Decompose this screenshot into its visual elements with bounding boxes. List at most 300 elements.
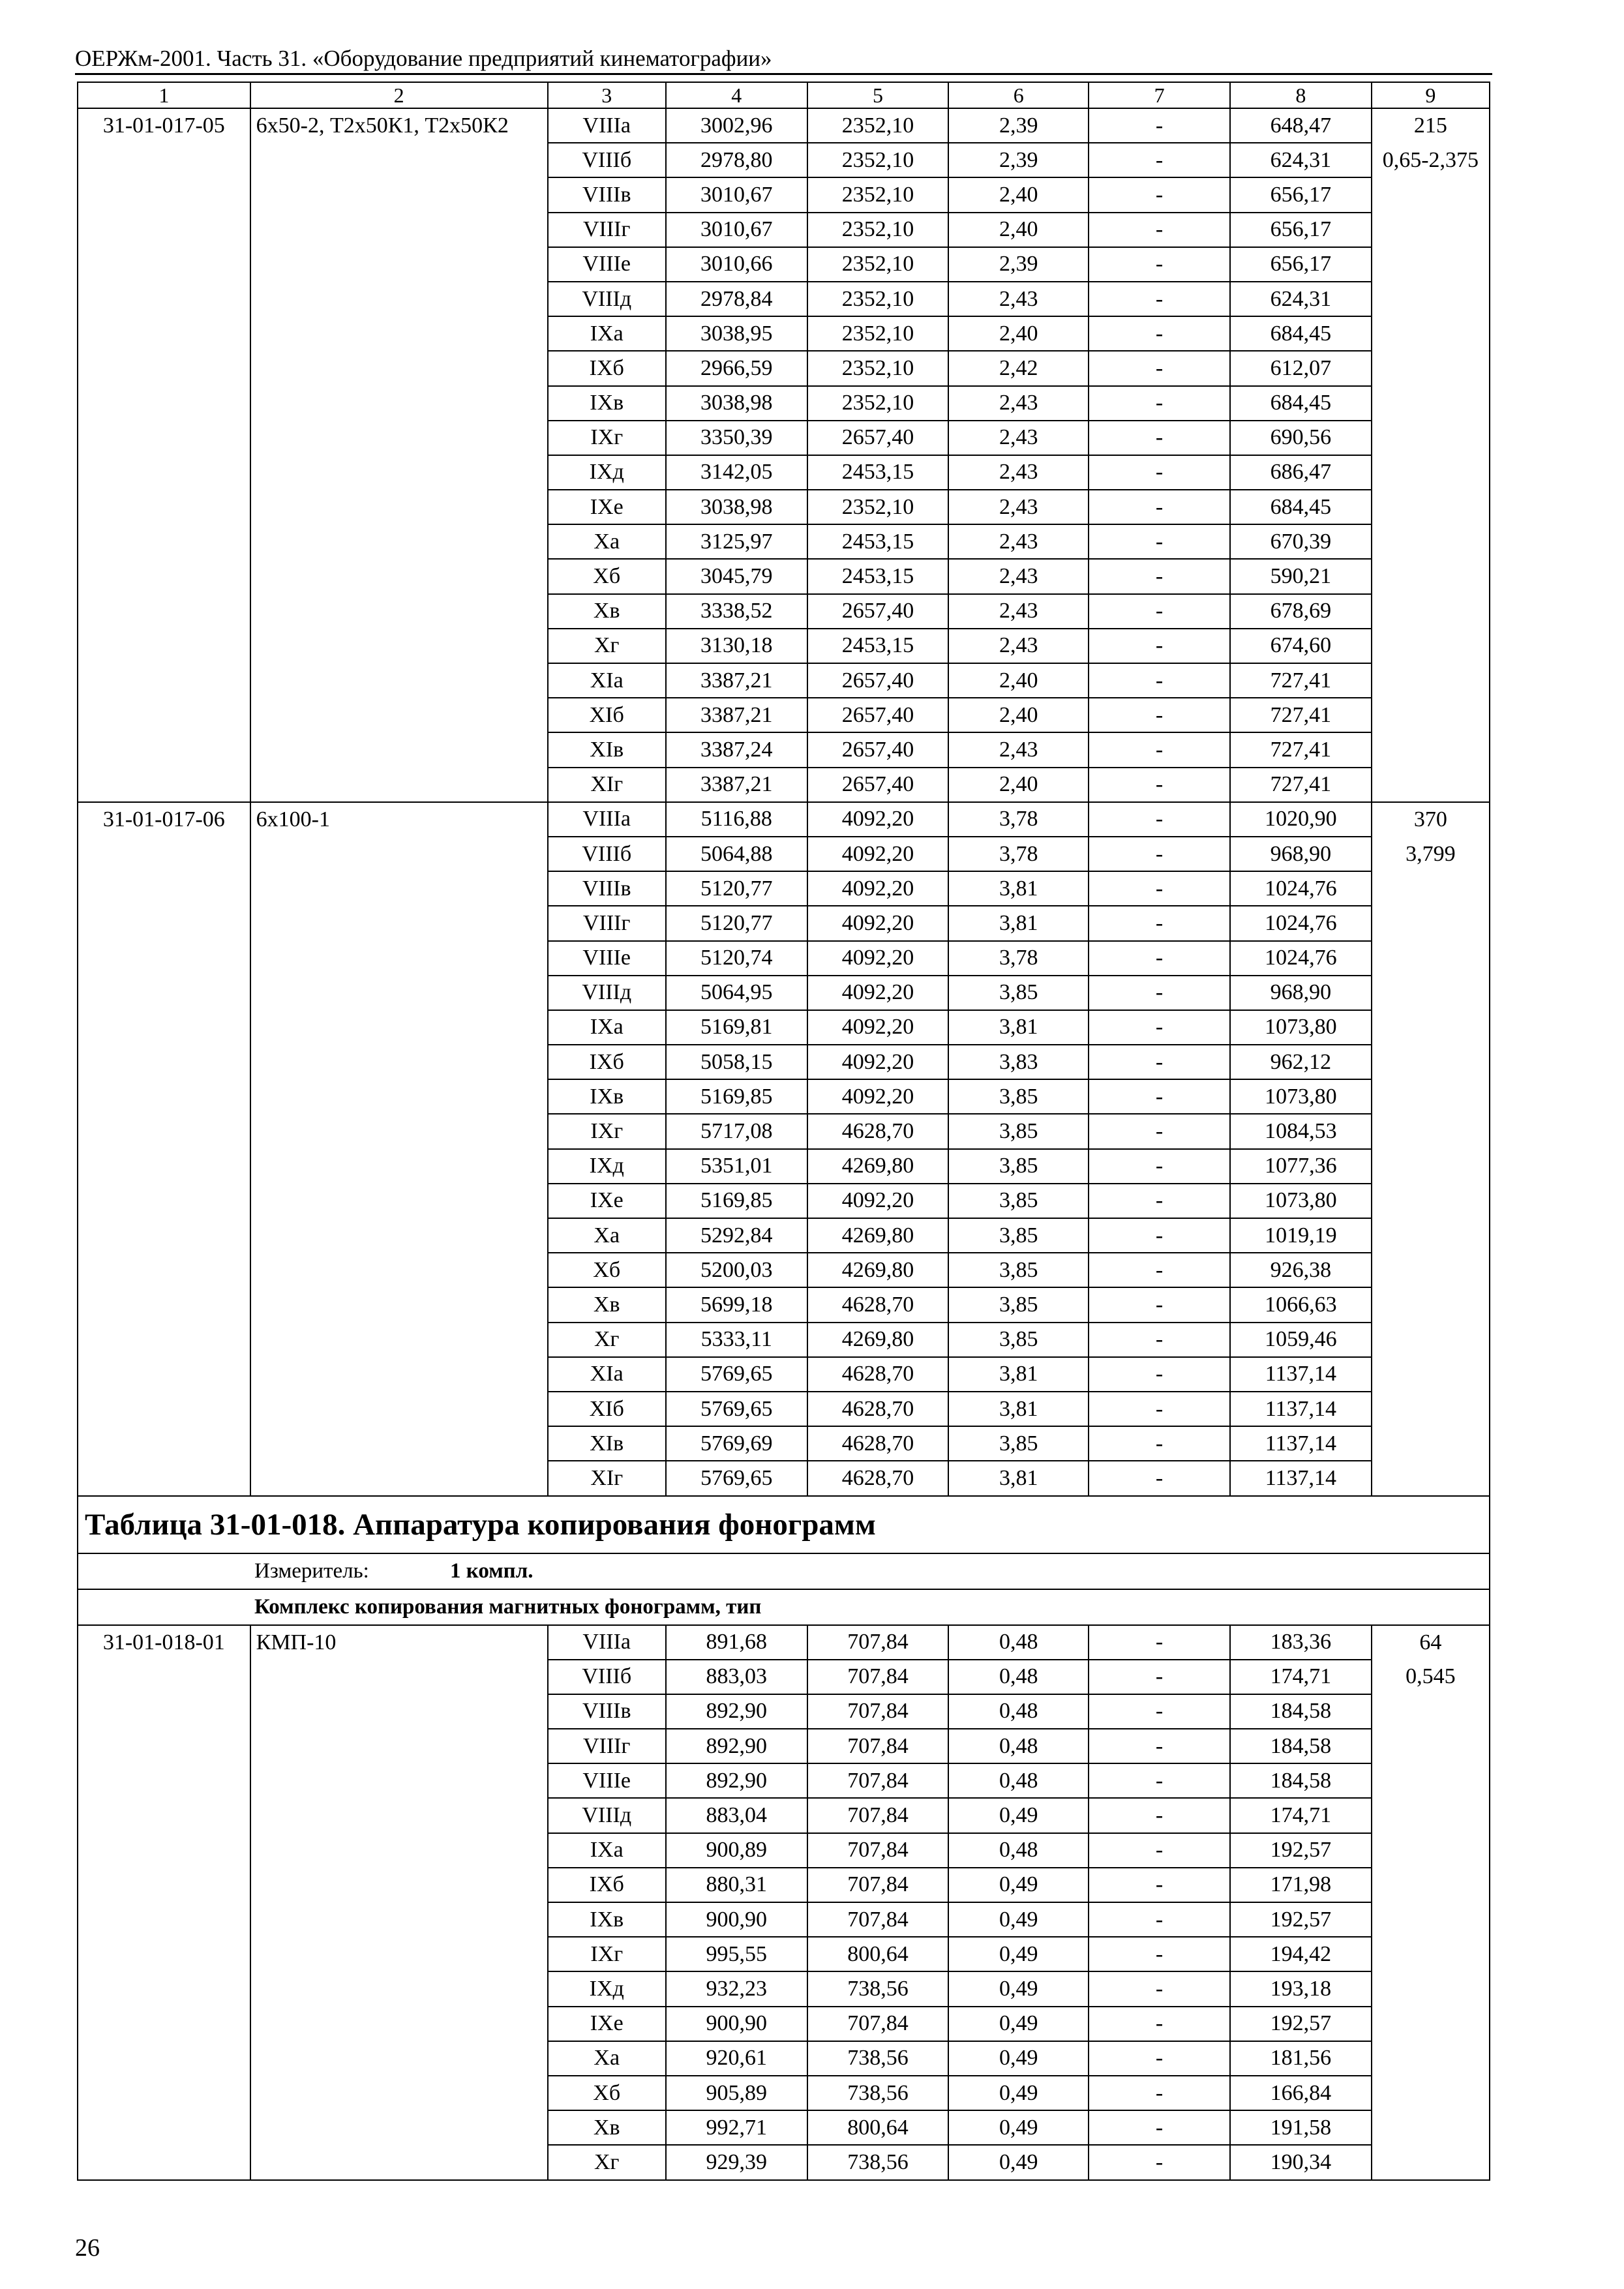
value-cell: 0,49 [948,2007,1089,2041]
table-row [78,1079,1490,1114]
value-cell: - [1089,2145,1230,2179]
subheader-cell [78,1589,1490,1625]
name-cell: 6х50-2, Т2х50К1, Т2х50К2 [250,108,548,143]
col9-cell [1372,2007,1490,2041]
value-cell: 4628,70 [807,1461,949,1495]
value-cell: 905,89 [666,2076,807,2110]
name-cell: 6х100-1 [250,802,548,837]
value-cell: VIIIв [548,871,666,906]
value-cell: 0,48 [948,1660,1089,1694]
value-cell: 3387,24 [666,732,807,767]
table-row [78,1798,1490,1833]
col9-cell [1372,2041,1490,2076]
code-cell [78,1010,250,1045]
value-cell: - [1089,2041,1230,2076]
table-row [78,421,1490,455]
value-cell: 4628,70 [807,1357,949,1392]
col9-cell [1372,1763,1490,1798]
col9-cell [1372,663,1490,698]
table-row [78,1010,1490,1045]
value-cell: 3,81 [948,1392,1089,1426]
value-cell: 727,41 [1230,698,1372,732]
value-cell: 624,31 [1230,143,1372,177]
value-cell: 5769,65 [666,1392,807,1426]
value-cell: - [1089,594,1230,629]
value-cell: 3338,52 [666,594,807,629]
value-cell: - [1089,1079,1230,1114]
col9-cell [1372,1694,1490,1729]
name-cell [250,663,548,698]
value-cell: 3002,96 [666,108,807,143]
name-cell [250,1392,548,1426]
value-cell: 1073,80 [1230,1079,1372,1114]
value-cell: - [1089,698,1230,732]
value-cell: 707,84 [807,2007,949,2041]
value-cell: - [1089,837,1230,871]
value-cell: Xв [548,2110,666,2145]
value-cell: Xб [548,2076,666,2110]
value-cell: 1137,14 [1230,1461,1372,1495]
value-cell: 656,17 [1230,213,1372,247]
value-cell: 3387,21 [666,698,807,732]
value-cell: VIIIг [548,906,666,940]
value-cell: IXб [548,1045,666,1079]
col9-cell [1372,351,1490,385]
name-cell [250,490,548,524]
code-cell [78,1323,250,1357]
column-number: 8 [1230,82,1372,108]
name-cell [250,1253,548,1287]
value-cell: 624,31 [1230,282,1372,316]
code-cell [78,1287,250,1322]
value-cell: 0,48 [948,1763,1089,1798]
value-cell: 707,84 [807,1660,949,1694]
value-cell: 3,85 [948,1114,1089,1148]
value-cell: 3,81 [948,1357,1089,1392]
value-cell: 707,84 [807,1625,949,1660]
table-row [78,2110,1490,2145]
col9-cell [1372,213,1490,247]
value-cell: - [1089,1833,1230,1868]
code-cell [78,837,250,871]
col9-cell [1372,1971,1490,2006]
code-cell: 31-01-017-05 [78,108,250,143]
name-cell [250,351,548,385]
value-cell: - [1089,247,1230,282]
value-cell: IXа [548,1010,666,1045]
col9-cell [1372,976,1490,1010]
name-cell [250,837,548,871]
value-cell: 656,17 [1230,247,1372,282]
value-cell: 0,49 [948,2145,1089,2179]
col9-cell [1372,871,1490,906]
value-cell: IXг [548,421,666,455]
value-cell: IXд [548,455,666,490]
value-cell: 883,04 [666,1798,807,1833]
code-cell [78,1868,250,1902]
col9-cell: 3,799 [1372,837,1490,871]
value-cell: 995,55 [666,1937,807,1971]
value-cell: Xа [548,2041,666,2076]
name-cell [250,282,548,316]
table-row [78,1357,1490,1392]
col9-cell: 0,65-2,375 [1372,143,1490,177]
value-cell: 2966,59 [666,351,807,385]
value-cell: VIIIг [548,213,666,247]
value-cell: 5769,65 [666,1357,807,1392]
table-row [78,1253,1490,1287]
value-cell: 674,60 [1230,629,1372,663]
name-cell [250,1010,548,1045]
value-cell: 3,78 [948,837,1089,871]
value-cell: VIIIе [548,1763,666,1798]
value-cell: 690,56 [1230,421,1372,455]
table-row [78,941,1490,976]
value-cell: 4092,20 [807,837,949,871]
value-cell: 2,43 [948,559,1089,593]
column-number: 4 [666,82,807,108]
col9-cell: 0,545 [1372,1660,1490,1694]
col9-cell [1372,906,1490,940]
value-cell: 800,64 [807,1937,949,1971]
table-row [78,1461,1490,1495]
value-cell: 2352,10 [807,351,949,385]
value-cell: 5200,03 [666,1253,807,1287]
value-cell: - [1089,386,1230,421]
value-cell: 3,81 [948,871,1089,906]
col9-cell [1372,559,1490,593]
value-cell: - [1089,1937,1230,1971]
measure-value: 1 компл. [450,1559,534,1583]
value-cell: - [1089,421,1230,455]
column-number: 3 [548,82,666,108]
value-cell: 968,90 [1230,976,1372,1010]
value-cell: - [1089,282,1230,316]
value-cell: 891,68 [666,1625,807,1660]
value-cell: 5120,77 [666,871,807,906]
value-cell: IXб [548,351,666,385]
value-cell: 0,49 [948,1937,1089,1971]
col9-cell [1372,698,1490,732]
value-cell: 5120,77 [666,906,807,940]
value-cell: 0,49 [948,1798,1089,1833]
value-cell: Xб [548,559,666,593]
value-cell: - [1089,213,1230,247]
value-cell: - [1089,108,1230,143]
value-cell: 2,43 [948,490,1089,524]
col9-cell [1372,1902,1490,1937]
value-cell: - [1089,1763,1230,1798]
name-cell [250,455,548,490]
name-cell [250,1357,548,1392]
code-cell [78,1114,250,1148]
table-row [78,871,1490,906]
measure-row [78,1553,1490,1589]
value-cell: - [1089,871,1230,906]
name-cell [250,386,548,421]
value-cell: 1059,46 [1230,1323,1372,1357]
table-row [78,1763,1490,1798]
name-cell [250,1729,548,1763]
code-cell [78,559,250,593]
code-cell [78,351,250,385]
value-cell: 3010,67 [666,177,807,212]
col9-cell [1372,1218,1490,1253]
col9-cell [1372,1833,1490,1868]
code-cell [78,1184,250,1218]
value-cell: 192,57 [1230,1833,1372,1868]
value-cell: - [1089,2007,1230,2041]
name-cell [250,1833,548,1868]
code-cell [78,698,250,732]
table-row [78,1937,1490,1971]
value-cell: - [1089,1798,1230,1833]
table-row [78,1045,1490,1079]
value-cell: 0,49 [948,1902,1089,1937]
name-cell [250,2076,548,2110]
value-cell: 648,47 [1230,108,1372,143]
column-number: 2 [250,82,548,108]
col9-cell [1372,247,1490,282]
value-cell: 2,43 [948,524,1089,559]
value-cell: 920,61 [666,2041,807,2076]
name-cell [250,1937,548,1971]
value-cell: 4092,20 [807,871,949,906]
value-cell: - [1089,1114,1230,1148]
value-cell: 1137,14 [1230,1392,1372,1426]
value-cell: 1066,63 [1230,1287,1372,1322]
table-row [78,143,1490,177]
value-cell: 184,58 [1230,1763,1372,1798]
table-row [78,282,1490,316]
name-cell [250,629,548,663]
value-cell: VIIIд [548,1798,666,1833]
col9-cell [1372,1114,1490,1148]
value-cell: - [1089,663,1230,698]
table-row [78,906,1490,940]
value-cell: 2352,10 [807,316,949,351]
code-cell [78,1902,250,1937]
col9-cell [1372,1010,1490,1045]
value-cell: 2,42 [948,351,1089,385]
code-cell [78,1694,250,1729]
value-cell: 2657,40 [807,768,949,802]
table-row [78,1426,1490,1461]
value-cell: 2,40 [948,316,1089,351]
value-cell: - [1089,1010,1230,1045]
value-cell: IXб [548,1868,666,1902]
subheader-row [78,1589,1490,1625]
code-cell [78,1763,250,1798]
col9-cell [1372,455,1490,490]
name-cell [250,871,548,906]
value-cell: 2,43 [948,594,1089,629]
code-cell [78,1045,250,1079]
value-cell: 727,41 [1230,663,1372,698]
value-cell: XIв [548,1426,666,1461]
value-cell: - [1089,629,1230,663]
col9-cell [1372,1729,1490,1763]
table-title: Таблица 31-01-018. Аппаратура копирования фонограмм [78,1496,1490,1553]
value-cell: XIг [548,768,666,802]
value-cell: 5351,01 [666,1149,807,1184]
value-cell: 174,71 [1230,1798,1372,1833]
value-cell: 2,43 [948,732,1089,767]
name-cell [250,1287,548,1322]
value-cell: 1024,76 [1230,941,1372,976]
value-cell: 2,39 [948,143,1089,177]
value-cell: IXд [548,1971,666,2006]
table-row [78,1902,1490,1937]
value-cell: 727,41 [1230,732,1372,767]
value-cell: 2352,10 [807,282,949,316]
col9-cell [1372,2110,1490,2145]
measure-label: Измеритель: [254,1559,369,1583]
value-cell: 192,57 [1230,1902,1372,1937]
name-cell [250,1426,548,1461]
value-cell: 4092,20 [807,976,949,1010]
value-cell: 2453,15 [807,559,949,593]
value-cell: 2352,10 [807,247,949,282]
value-cell: 3,85 [948,1184,1089,1218]
value-cell: 2,43 [948,455,1089,490]
value-cell: Xб [548,1253,666,1287]
code-cell [78,386,250,421]
name-cell [250,1461,548,1495]
code-cell [78,732,250,767]
value-cell: 3,85 [948,1323,1089,1357]
value-cell: VIIIе [548,247,666,282]
column-number: 7 [1089,82,1230,108]
value-cell: IXд [548,1149,666,1184]
value-cell: 738,56 [807,1971,949,2006]
code-cell [78,629,250,663]
value-cell: XIб [548,698,666,732]
value-cell: 707,84 [807,1729,949,1763]
value-cell: VIIIа [548,802,666,837]
code-cell [78,490,250,524]
code-cell [78,143,250,177]
table-row [78,1833,1490,1868]
name-cell [250,2110,548,2145]
value-cell: 926,38 [1230,1253,1372,1287]
table-row [78,698,1490,732]
col9-cell [1372,1253,1490,1287]
table-row [78,1114,1490,1148]
name-cell [250,1114,548,1148]
table-row [78,2076,1490,2110]
value-cell: Xв [548,1287,666,1322]
table-row [78,1392,1490,1426]
value-cell: 5292,84 [666,1218,807,1253]
name-cell [250,143,548,177]
value-cell: 0,49 [948,1868,1089,1902]
table-row [78,2145,1490,2179]
value-cell: 2352,10 [807,108,949,143]
value-cell: 2,39 [948,247,1089,282]
table-row [78,524,1490,559]
value-cell: 2,40 [948,177,1089,212]
value-cell: 932,23 [666,1971,807,2006]
table-row [78,177,1490,212]
value-cell: 4269,80 [807,1323,949,1357]
value-cell: VIIIб [548,837,666,871]
value-cell: 3,83 [948,1045,1089,1079]
name-cell: КМП-10 [250,1625,548,1660]
name-cell [250,1079,548,1114]
name-cell [250,2007,548,2041]
value-cell: 5769,65 [666,1461,807,1495]
value-cell: 5064,95 [666,976,807,1010]
table-row [78,386,1490,421]
value-cell: 968,90 [1230,837,1372,871]
col9-cell [1372,1937,1490,1971]
value-cell: 4092,20 [807,802,949,837]
value-cell: 4628,70 [807,1426,949,1461]
value-cell: Xв [548,594,666,629]
name-cell [250,316,548,351]
value-cell: 892,90 [666,1694,807,1729]
value-cell: - [1089,1971,1230,2006]
value-cell: 0,48 [948,1833,1089,1868]
value-cell: 0,48 [948,1625,1089,1660]
table-row [78,1184,1490,1218]
value-cell: 1020,90 [1230,802,1372,837]
value-cell: VIIIб [548,143,666,177]
code-cell [78,2110,250,2145]
value-cell: - [1089,351,1230,385]
value-cell: 4092,20 [807,1184,949,1218]
value-cell: 2352,10 [807,143,949,177]
value-cell: 181,56 [1230,2041,1372,2076]
value-cell: - [1089,1868,1230,1902]
value-cell: 166,84 [1230,2076,1372,2110]
value-cell: - [1089,1357,1230,1392]
value-cell: 3,85 [948,976,1089,1010]
code-cell [78,2041,250,2076]
value-cell: 5120,74 [666,941,807,976]
col9-cell [1372,316,1490,351]
value-cell: 2657,40 [807,594,949,629]
value-cell: 992,71 [666,2110,807,2145]
code-cell [78,524,250,559]
value-cell: 678,69 [1230,594,1372,629]
value-cell: 929,39 [666,2145,807,2179]
name-cell [250,1763,548,1798]
value-cell: 738,56 [807,2145,949,2179]
value-cell: 184,58 [1230,1694,1372,1729]
value-cell: 1137,14 [1230,1426,1372,1461]
value-cell: 3038,98 [666,386,807,421]
table-row [78,247,1490,282]
col9-cell: 215 [1372,108,1490,143]
value-cell: - [1089,1287,1230,1322]
col9-cell [1372,1868,1490,1902]
value-cell: - [1089,316,1230,351]
name-cell [250,1798,548,1833]
col9-cell [1372,1149,1490,1184]
value-cell: 707,84 [807,1694,949,1729]
value-cell: VIIIг [548,1729,666,1763]
column-number: 5 [807,82,949,108]
table-row [78,351,1490,385]
value-cell: 184,58 [1230,1729,1372,1763]
col9-cell [1372,1079,1490,1114]
value-cell: IXг [548,1937,666,1971]
table-row [78,1149,1490,1184]
value-cell: - [1089,1660,1230,1694]
value-cell: 883,03 [666,1660,807,1694]
